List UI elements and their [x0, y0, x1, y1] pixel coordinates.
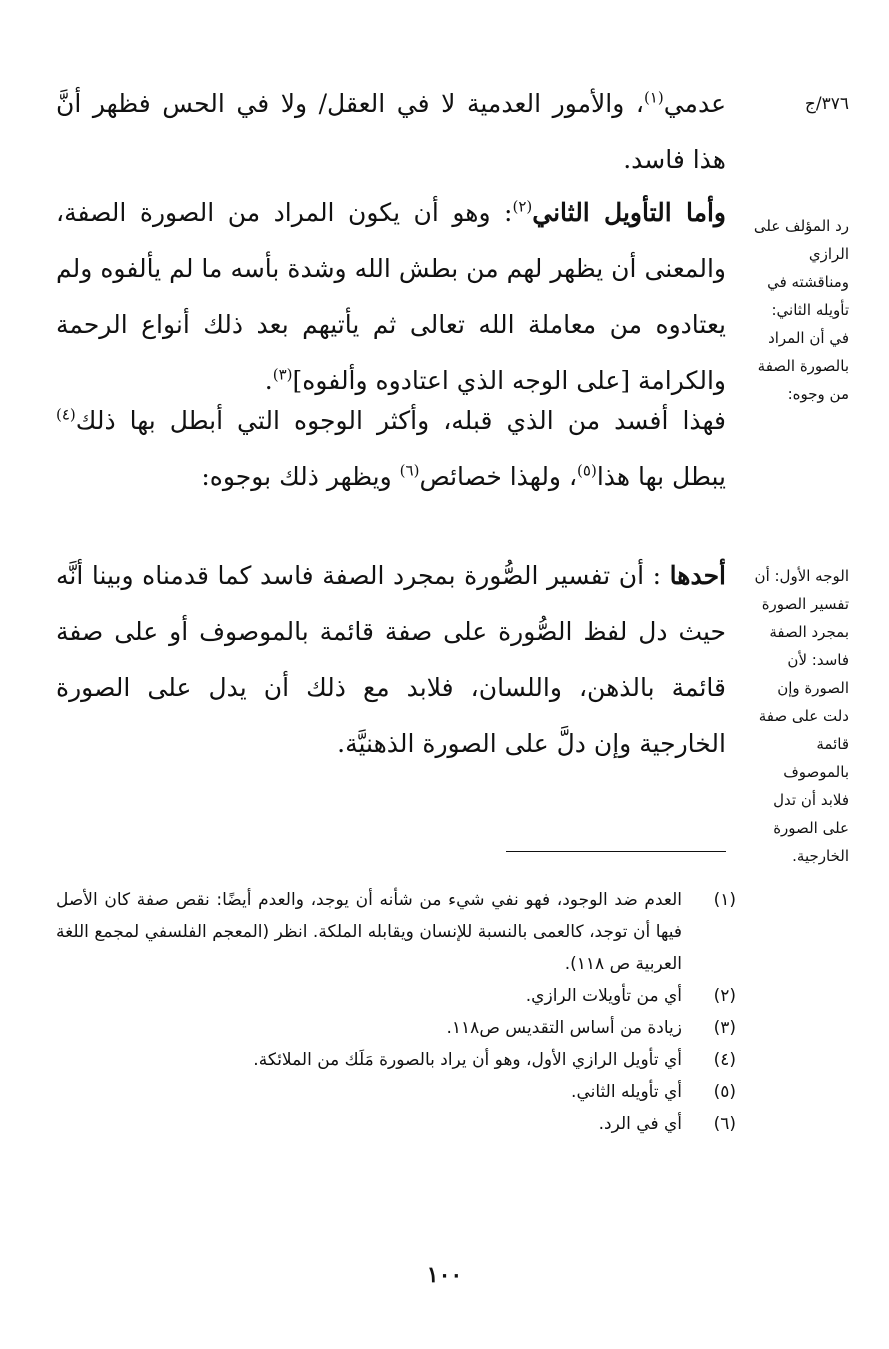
text: ، والأمور العدمية لا في العقل/ ولا في الحس فظهر أنَّ هذا فاسد. [56, 89, 726, 174]
footnote-4 [56, 1044, 736, 1076]
paragraph-lead: وأما التأويل الثاني [532, 198, 726, 227]
footnote-text: أي من تأويلات الرازي. [525, 986, 682, 1006]
footnote-number: (٢) [713, 986, 736, 1006]
text: فهذا أفسد من الذي قبله، وأكثر الوجوه التي أبطل بها ذلك [75, 406, 726, 435]
paragraph-1 [56, 76, 726, 188]
text: . [264, 366, 273, 395]
text: عدمي [663, 89, 726, 118]
volume-page-reference: ٣٧٦/ج [804, 94, 849, 114]
text: : وهو أن يكون المراد من الصورة الصفة، والمعنى أن يظهر لهم من بطش الله وشدة بأسه ما لم يألفوه ولم يعتادوه من معاملة الله تعالى ثم يأتيهم بعد ذلك أنواع الرحمة والكرامة [على الوجه الذي اعتادوه وألفوه] [56, 198, 726, 395]
page-number: ١٠٠ [426, 1262, 463, 1288]
paragraph-2 [56, 185, 726, 409]
footnote-number: (٤) [713, 1050, 736, 1070]
footnote-separator [506, 851, 726, 852]
footnote-6 [56, 1108, 736, 1140]
footnote-ref-5[interactable]: (٥) [577, 461, 597, 480]
footnote-ref-6[interactable]: (٦) [399, 461, 420, 480]
footnote-text: العدم ضد الوجود، فهو نفي شيء من شأنه أن يوجد، والعدم أيضًا: نقص صفة كان الأصل فيها أن توجد، كالعمى بالنسبة للإنسان ويقابله الملكة. انظر (المعجم الفلسفي لمجمع اللغة العربية ص ١١٨). [56, 890, 682, 974]
footnote-number: (٦) [713, 1114, 736, 1134]
paragraph-lead: أحدها [669, 561, 726, 590]
text: ، ولهذا خصائص [419, 462, 578, 491]
footnote-ref-4[interactable]: (٤) [56, 405, 76, 424]
footnote-text: أي تأويله الثاني. [571, 1082, 682, 1102]
footnote-1 [56, 884, 736, 980]
footnote-ref-1[interactable]: (١) [643, 88, 664, 107]
paragraph-4 [56, 548, 726, 772]
paragraph-3 [56, 393, 726, 505]
footnote-5 [56, 1076, 736, 1108]
text: ويظهر ذلك بوجوه: [201, 462, 400, 491]
text: : أن تفسير الصُّورة بمجرد الصفة فاسد كما قدمناه وبينا أنَّه حيث دل لفظ الصُّورة على صفة قائمة بالموصوف أو على صفة قائمة بالذهن، واللسان، فلابد مع ذلك أن يدل على الصورة الخارجية وإن دلَّ على الصورة الذهنيَّة. [56, 561, 726, 758]
footnotes [56, 884, 736, 1140]
footnote-ref-3[interactable]: (٣) [272, 365, 293, 384]
footnote-ref-2[interactable]: (٢) [512, 197, 533, 216]
footnote-number: (١) [713, 890, 736, 910]
text: يبطل بها هذا [596, 462, 726, 491]
margin-note-reply: رد المؤلف على الرازي ومناقشته في تأويله الثاني: في أن المراد بالصورة الصفة من وجوه: [753, 217, 849, 403]
footnote-text: أي في الرد. [598, 1114, 682, 1134]
footnote-number: (٣) [713, 1018, 736, 1038]
footnote-number: (٥) [713, 1082, 736, 1102]
margin-note-first-aspect: الوجه الأول: أن تفسير الصورة بمجرد الصفة فاسد: لأن الصورة وإن دلت على صفة قائمة بالموصوف فلابد أن تدل على الصورة الخارجية. [754, 567, 849, 865]
footnote-2 [56, 980, 736, 1012]
footnote-3 [56, 1012, 736, 1044]
footnote-text: زيادة من أساس التقديس ص١١٨. [446, 1018, 682, 1038]
footnote-text: أي تأويل الرازي الأول، وهو أن يراد بالصورة مَلَك من الملائكة. [253, 1050, 682, 1070]
